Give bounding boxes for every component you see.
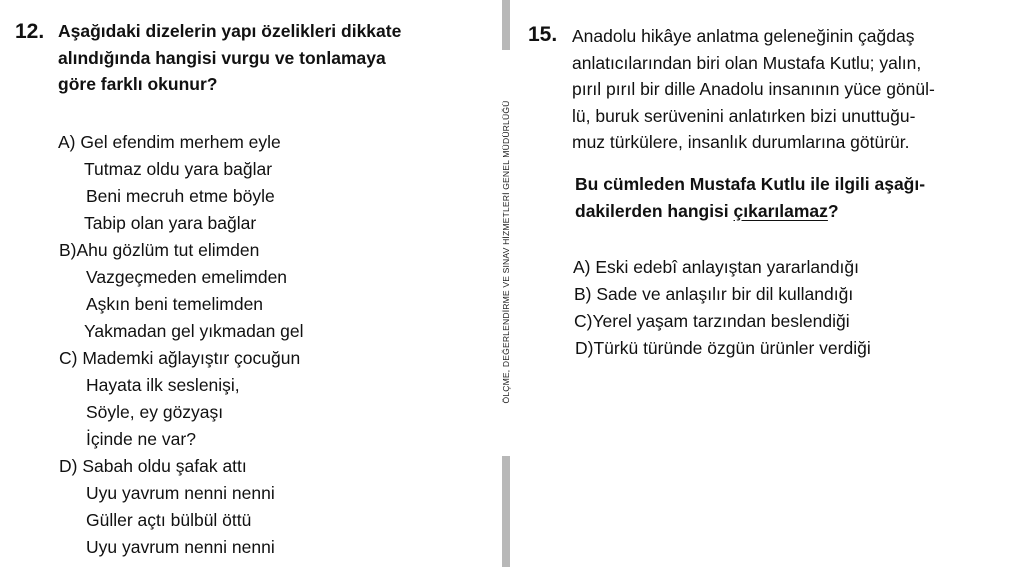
side-vertical-text <box>500 52 512 452</box>
question-12-option-b-line-4: Yakmadan gel yıkmadan gel <box>84 321 304 341</box>
question-15-stem-line <box>575 198 925 225</box>
question-12-option-c[interactable] <box>59 345 300 372</box>
question-12-option-a-line-3: Beni mecruh etme böyle <box>86 186 275 206</box>
question-12-stem-line: Aşağıdaki dizelerin yapı özelikleri dikkate <box>58 21 402 41</box>
option-text: Türkü türünde özgün ürünler verdiği <box>593 338 871 358</box>
stem-question-mark: ? <box>827 200 839 221</box>
question-15-stem-line: Bu cümleden Mustafa Kutlu ile ilgili aşağı- <box>575 174 926 194</box>
question-12-option-c-line-4: İçinde ne var? <box>86 429 196 449</box>
question-12-number: 12. <box>15 20 45 43</box>
question-12-stem-line: alındığında hangisi vurgu ve tonlamaya <box>58 47 386 68</box>
question-15-option-a[interactable] <box>573 254 859 281</box>
option-letter: C) <box>574 311 593 331</box>
question-15-stem <box>575 171 925 224</box>
option-line: Sabah oldu şafak attı <box>82 456 247 476</box>
question-15-option-b[interactable] <box>574 281 853 308</box>
question-15-option-d[interactable] <box>575 335 871 362</box>
question-12-option-b-line-2: Vazgeçmeden emelimden <box>86 267 288 287</box>
column-divider-bottom <box>502 456 510 567</box>
question-12-stem-line: göre farklı okunur? <box>58 74 218 94</box>
option-letter: B) <box>574 284 592 304</box>
option-line: Mademki ağlayıştır çocuğun <box>82 348 301 368</box>
option-letter: A) <box>573 257 591 277</box>
option-line: Ahu gözlüm tut elimden <box>76 240 260 260</box>
paragraph-line: Anadolu hikâye anlatma geleneğinin çağdaş <box>572 26 915 46</box>
question-12-option-d-line-2: Uyu yavrum nenni nenni <box>86 483 275 503</box>
stem-text: dakilerden hangisi <box>575 200 734 221</box>
question-15-paragraph <box>572 23 935 156</box>
question-12-stem <box>58 18 401 98</box>
question-12-option-c-line-3: Söyle, ey gözyaşı <box>86 402 224 422</box>
paragraph-line: anlatıcılarından biri olan Mustafa Kutlu; yalın, <box>572 52 922 73</box>
option-letter: D) <box>575 338 594 358</box>
question-12-option-c-line-2: Hayata ilk seslenişi, <box>86 375 240 395</box>
option-text: Yerel yaşam tarzından beslendiği <box>592 311 850 331</box>
question-12-option-a[interactable] <box>58 129 281 156</box>
option-line: Gel efendim merhem eyle <box>80 132 281 152</box>
question-12-option-a-line-2: Tutmaz oldu yara bağlar <box>84 159 273 179</box>
paragraph-line: pırıl pırıl bir dille Anadolu insanının yüce gönül- <box>572 79 935 99</box>
option-letter: A) <box>58 132 76 152</box>
side-vertical-text-label: ÖLÇME, DEĞERLENDİRME VE SINAV HİZMETLERİ GENEL MÜDÜRLÜĞÜ <box>501 100 511 404</box>
paragraph-line: muz türkülere, insanlık durumlarına götürür. <box>572 132 910 152</box>
column-divider-top <box>502 0 510 50</box>
question-12-option-b[interactable] <box>59 237 259 264</box>
option-letter: B) <box>59 240 77 260</box>
question-12-option-d-line-4: Uyu yavrum nenni nenni <box>86 537 275 557</box>
question-15-number: 15. <box>528 23 558 46</box>
option-text: Sade ve anlaşılır bir dil kullandığı <box>596 284 854 304</box>
question-12-option-b-line-3: Aşkın beni temelimden <box>86 294 264 314</box>
question-12-option-d-line-3: Güller açtı bülbül öttü <box>86 510 252 530</box>
paragraph-line: lü, buruk serüvenini anlatırken bizi unuttuğu- <box>572 105 916 126</box>
question-12-option-a-line-4: Tabip olan yara bağlar <box>84 213 257 233</box>
question-15-option-c[interactable] <box>574 308 850 335</box>
option-letter: C) <box>59 348 78 368</box>
option-letter: D) <box>59 456 78 476</box>
option-text: Eski edebî anlayıştan yararlandığı <box>595 257 860 277</box>
question-12-option-d[interactable] <box>59 453 247 480</box>
stem-underlined-word: çıkarılamaz <box>733 200 828 221</box>
